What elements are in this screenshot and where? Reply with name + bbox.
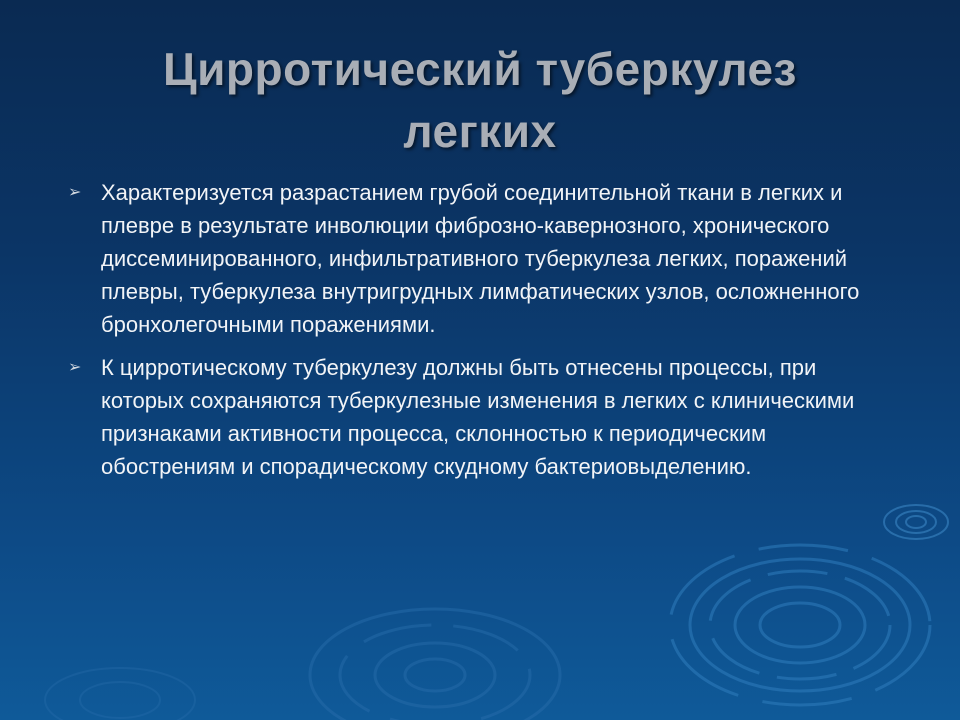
bullet-text: Характеризуется разрастанием грубой соединительной ткани в легких и плевре в результате инволюции фиброзно-кавернозного, хронического диссеминированного, инфильтративного туберкулеза легких, поражений плевры, туберкулеза внутригрудных лимфатических узлов, осложненного бронхолегочными поражениями. <box>101 180 860 337</box>
slide-title-line-1: Цирротический туберкулез <box>163 43 797 95</box>
chevron-right-icon: ➢ <box>68 359 82 376</box>
bullet-item <box>66 176 896 341</box>
bullet-text: К цирротическому туберкулезу должны быть отнесены процессы, при которых сохраняются туберкулезные изменения в легких с клиническими признаками активности процесса, склонностью к периодическим обострениям и спорадическому скудному бактериовыделению. <box>101 355 855 479</box>
chevron-right-icon: ➢ <box>68 184 82 201</box>
bullet-list <box>66 176 896 493</box>
slide-title <box>60 38 900 162</box>
bullet-item <box>66 351 896 483</box>
slide-title-line-2: легких <box>403 105 557 157</box>
